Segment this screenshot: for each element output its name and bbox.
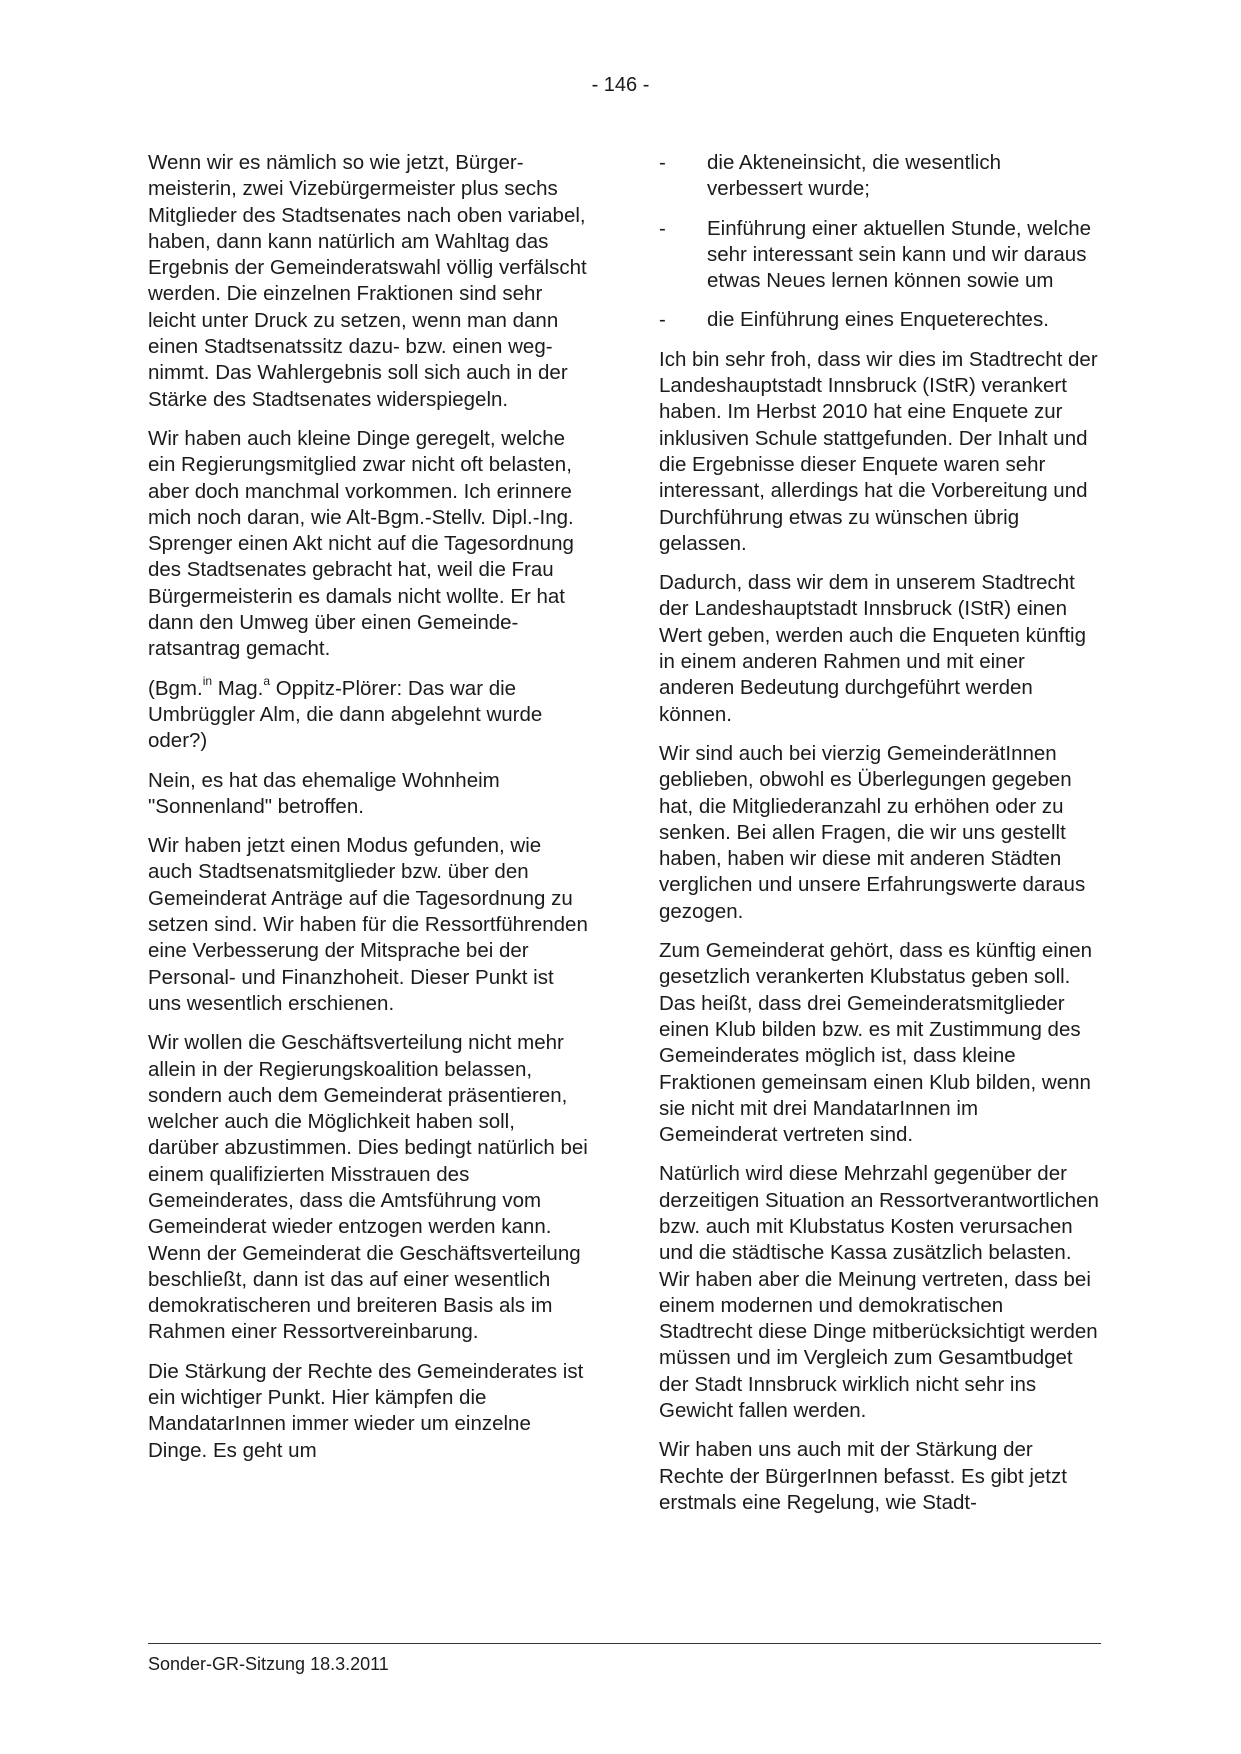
right-column bbox=[659, 150, 1101, 1529]
bullet-dash: - bbox=[659, 308, 666, 332]
paragraph: Wir haben jetzt einen Modus gefunden, wie auch Stadtsenatsmitglieder bzw. über den Gemeinderat Anträge auf die Tagesordnung zu setzen sind. Wir haben für die Ressortführenden eine Verbesserung der Mitsprache bei der Personal- und Finanzhoheit. Dieser Punkt ist uns wesentlich erschienen. bbox=[148, 834, 588, 1015]
list-item bbox=[659, 150, 1101, 203]
footer-text: Sonder-GR-Sitzung 18.3.2011 bbox=[148, 1654, 389, 1674]
bullet-dash: - bbox=[659, 151, 666, 174]
list-item bbox=[659, 216, 1101, 295]
paragraph: Die Stärkung der Rechte des Gemeinderates ist ein wichtiger Punkt. Hier kämpfen die MandatarInnen immer wieder um einzelne Dinge. Es geht um bbox=[148, 1359, 584, 1462]
paragraph: Dadurch, dass wir dem in unserem Stadtrecht der Landeshauptstadt Innsbruck (IStR) einen Wert geben, werden auch die Enqueten künftig in einem anderen Rahmen und mit einer anderen Bedeutung durchgeführt werden können. bbox=[659, 571, 1086, 726]
paragraph: Wir haben uns auch mit der Stärkung der Rechte der BürgerInnen befasst. Es gibt jetzt erstmals eine Regelung, wie Stadt- bbox=[659, 1438, 1067, 1514]
list-item-text: die Akteneinsicht, die wesentlich verbessert wurde; bbox=[707, 151, 1002, 201]
bullet-dash: - bbox=[659, 216, 666, 240]
footer-divider bbox=[148, 1643, 1101, 1644]
paragraph: Zum Gemeinderat gehört, dass es künftig einen gesetzlich verankerten Klubstatus geben soll. Das heißt, dass drei Gemeinderatsmitglieder einen Klub bilden bzw. es mit Zustimmung des Gemeinderates möglich ist, dass kleine Fraktionen gemeinsam einen Klub bilden, wenn sie nicht mit drei MandatarInnen im Gemeinderat vertreten sind. bbox=[659, 939, 1093, 1147]
left-column bbox=[148, 150, 590, 1477]
paragraph: Natürlich wird diese Mehrzahl gegenüber der derzeitigen Situation an Ressortverantwortlichen bzw. auch mit Klubstatus Kosten verursachen und die städtische Kassa zusätzlich belasten. Wir haben aber die Meinung vertreten, dass bei einem modernen und demokratischen Stadtrecht diese Dinge mitberücksichtigt werden müssen und im Vergleich zum Gesamtbudget der Stadt Innsbruck wirklich nicht sehr ins Gewicht fallen werden. bbox=[659, 1162, 1099, 1423]
interjection: (Bgm.$^{in}$ Mag.$^a$ Oppitz-Plörer: Das war die Umbrüggler Alm, die dann abgelehnt wurde oder?) bbox=[148, 673, 543, 753]
list-item-text: Einführung einer aktuellen Stunde, welche sehr interessant sein kann und wir daraus etwas Neues lernen können sowie um bbox=[707, 216, 1092, 293]
paragraph: Wir sind auch bei vierzig GemeinderätInnen geblieben, obwohl es Überlegungen gegeben hat, die Mitgliederanzahl zu erhöhen oder zu senken. Bei allen Fragen, die wir uns gestellt haben, haben wir diese mit anderen Städten verglichen und unsere Erfahrungswerte daraus gezogen. bbox=[659, 741, 1086, 923]
paragraph: Nein, es hat das ehemalige Wohnheim "Sonnenland" betroffen. bbox=[148, 768, 500, 818]
paragraph: Ich bin sehr froh, dass wir dies im Stadtrecht der Landeshauptstadt Innsbruck (IStR) verankert haben. Im Herbst 2010 hat eine Enquete zur inklusiven Schule stattgefunden. Der Inhalt und die Ergebnisse dieser Enquete waren sehr interessant, allerdings hat die Vorbereitung und Durchführung etwas zu wünschen übrig gelassen. bbox=[659, 347, 1098, 555]
list-item-text: die Einführung eines Enqueterechtes. bbox=[707, 308, 1049, 332]
paragraph: Wenn wir es nämlich so wie jetzt, Bürgermeisterin, zwei Vizebürgermeister plus sechs Mitglieder des Stadtsenates nach oben variabel, haben, dann kann natürlich am Wahltag das Ergebnis der Gemeinderatswahl völlig verfälscht werden. Die einzelnen Fraktionen sind sehr leicht unter Druck zu setzen, wenn man dann einen Stadtsenatssitz dazu- bzw. einen wegnimmt. Das Wahlergebnis soll sich auch in der Stärke des Stadtsenates widerspiegeln. bbox=[148, 151, 587, 411]
page-number: - 146 - bbox=[591, 74, 650, 96]
paragraph: Wir haben auch kleine Dinge geregelt, welche ein Regierungsmitglied zwar nicht oft belasten, aber doch manchmal vorkommen. Ich erinnere mich noch daran, wie Alt-Bgm.-Stellv. Dipl.-Ing. Sprenger einen Akt nicht auf die Tagesordnung des Stadtsenates gebracht hat, weil die Frau Bürgermeisterin es damals nicht wollte. Er hat dann den Umweg über einen Gemeinderatsantrag gemacht. bbox=[148, 426, 574, 661]
paragraph: Wir wollen die Geschäftsverteilung nicht mehr allein in der Regierungskoalition belassen, sondern auch dem Gemeinderat präsentieren, welcher auch die Möglichkeit haben soll, darüber abzustimmen. Dies bedingt natürlich bei einem qualifizierten Misstrauen des Gemeinderates, dass die Amtsführung vom Gemeinderat wieder entzogen werden kann. Wenn der Gemeinderat die Geschäftsverteilung beschließt, dann ist das auf einer wesentlich demokratischeren und breiteren Basis als im Rahmen einer Ressortvereinbarung. bbox=[148, 1031, 588, 1344]
list-item bbox=[659, 307, 1101, 333]
